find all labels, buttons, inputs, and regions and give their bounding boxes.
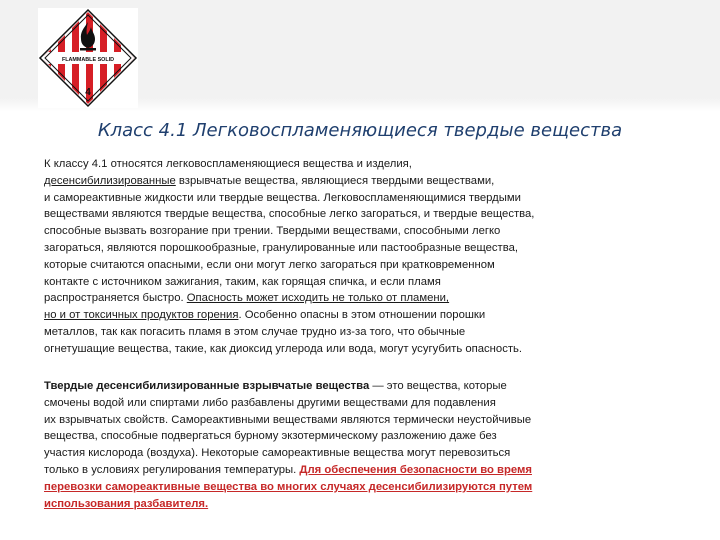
highlighted-safety-note: перевозки самореактивные вещества во многих случаях десенсибилизируются путем <box>44 480 533 493</box>
text-line: огнетушащие вещества, такие, как диоксид углерода или вода, могут усугубить опасность. <box>44 342 523 355</box>
text-line: способные вызвать возгорание при трении. Твердыми веществами, способными легко <box>44 225 501 238</box>
text-line: которые считаются опасными, если они могут легко загораться при кратковременном <box>44 258 495 271</box>
text-span: только в условиях регулирования температуры. <box>44 463 300 476</box>
page-title: Класс 4.1 Легковоспламеняющиеся твердые вещества <box>97 120 623 141</box>
highlighted-safety-note: Для обеспечения безопасности во время <box>299 463 532 476</box>
text-line <box>44 479 684 496</box>
text-span: . Особенно опасны в этом отношении порошки <box>238 309 486 322</box>
text-line: участия кислорода (воздуха). Некоторые самореактивные вещества могут перевозиться <box>44 447 511 460</box>
sign-class-number: 4 <box>85 87 91 98</box>
paragraph-desensitized-explosives <box>44 378 684 512</box>
text-line <box>44 496 684 513</box>
underlined-warning: но и от токсичных продуктов горения <box>44 309 239 322</box>
text-line <box>44 378 684 395</box>
highlighted-safety-note: использования разбавителя. <box>44 497 209 510</box>
text-line: и самореактивные жидкости или твердые вещества. Легковоспламеняющимися твердыми <box>44 191 521 204</box>
text-line <box>44 307 684 324</box>
text-line <box>44 173 684 190</box>
text-line: загораться, являются порошкообразные, гранулированные или пастообразные вещества, <box>44 241 519 254</box>
text-line: контакте с источником зажигания, таким, как горящая спичка, и если пламя <box>44 275 441 288</box>
text-line: веществами являются твердые вещества, способные легко загораться, и твердые вещества, <box>44 208 535 221</box>
text-line <box>44 462 684 479</box>
text-line: металлов, так как погасить пламя в этом случае трудно из-за того, что обычные <box>44 325 466 338</box>
paragraph-class-description <box>44 156 684 358</box>
bold-term: Твердые десенсибилизированные взрывчатые вещества <box>44 380 370 392</box>
underlined-warning: Опасность может исходить не только от пламени, <box>186 292 450 305</box>
text-line: вещества, способные подвергаться бурному экзотермическому разложению даже без <box>44 430 497 443</box>
sign-label: FLAMMABLE SOLID <box>61 57 115 63</box>
text-line: их взрывчатых свойств. Самореактивными веществами являются термически неустойчивые <box>44 413 532 426</box>
text-span: — это вещества, которые <box>369 380 507 392</box>
hazard-sign <box>38 8 138 108</box>
text-span: взрывчатые вещества, являющиеся твердыми веществами, <box>175 174 495 187</box>
text-span: распространяется быстро. <box>44 292 187 305</box>
underlined-term: десенсибилизированные <box>44 174 176 187</box>
hazard-diamond-icon <box>38 8 138 108</box>
text-line: смочены водой или спиртами либо разбавлены другими веществами для подавления <box>44 396 496 409</box>
text-line: К классу 4.1 относятся легковоспламеняющиеся вещества и изделия, <box>44 158 412 170</box>
text-line <box>44 290 684 307</box>
